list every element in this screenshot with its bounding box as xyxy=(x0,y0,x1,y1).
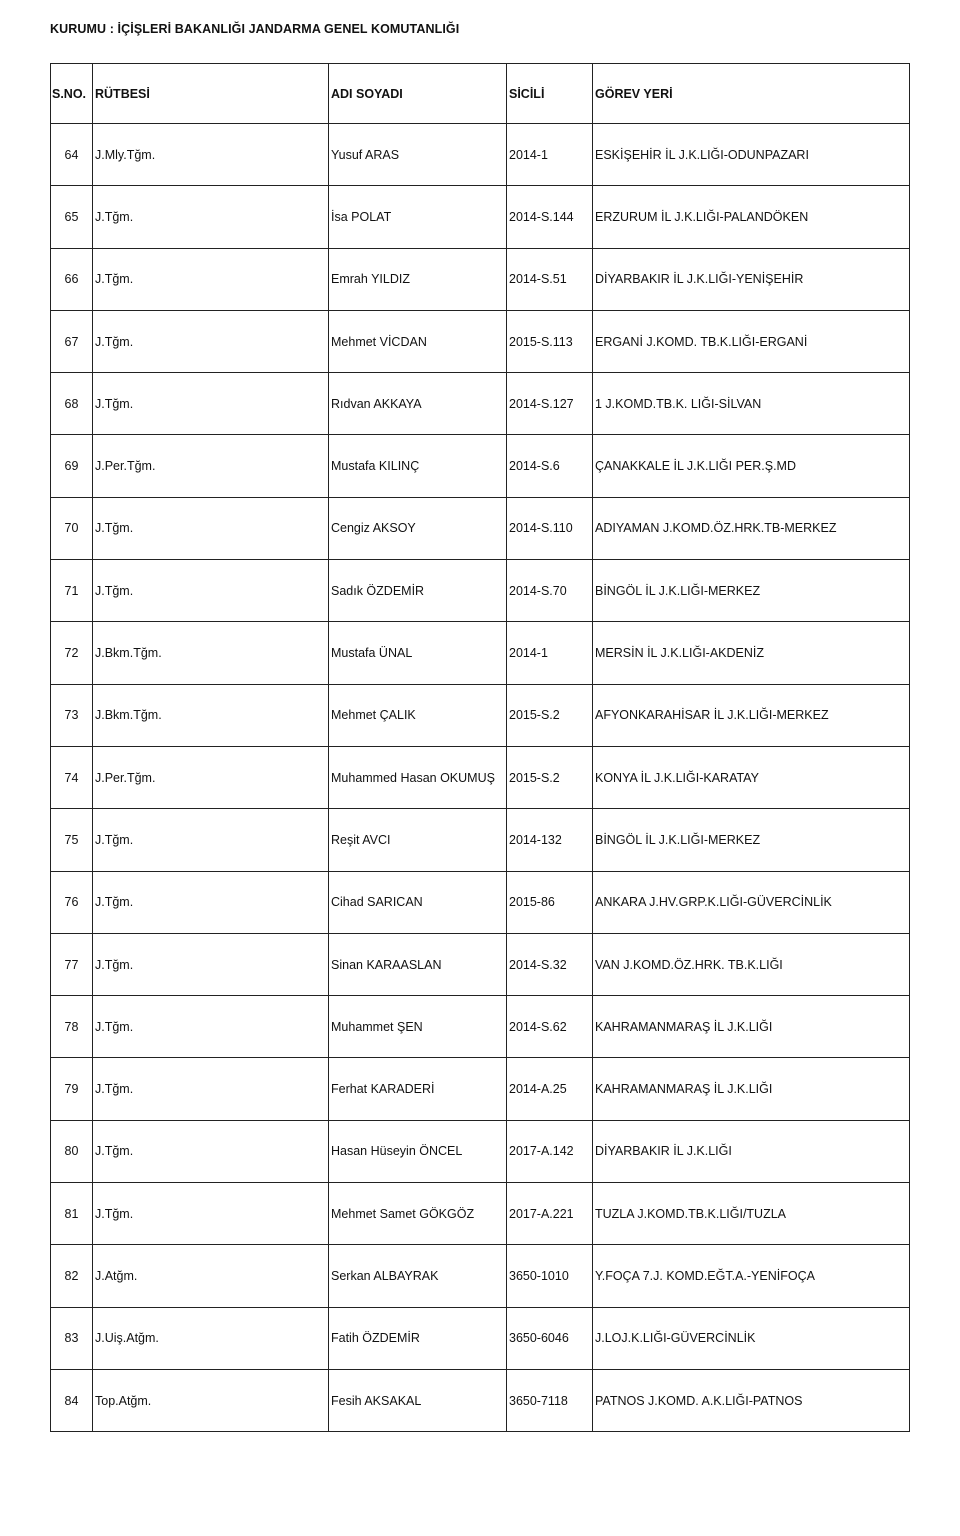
full-name: Emrah YILDIZ xyxy=(329,248,507,310)
table-row xyxy=(51,684,910,746)
column-header-registry: SİCİLİ xyxy=(507,64,593,124)
row-number: 78 xyxy=(51,996,93,1058)
registry-number: 2015-S.2 xyxy=(507,746,593,808)
full-name: İsa POLAT xyxy=(329,186,507,248)
full-name: Reşit AVCI xyxy=(329,809,507,871)
row-number: 68 xyxy=(51,373,93,435)
full-name: Sadık ÖZDEMİR xyxy=(329,560,507,622)
row-number: 69 xyxy=(51,435,93,497)
full-name: Ferhat KARADERİ xyxy=(329,1058,507,1120)
full-name: Sinan KARAASLAN xyxy=(329,933,507,995)
document-header: KURUMU : İÇİŞLERİ BAKANLIĞI JANDARMA GENEL KOMUTANLIĞI xyxy=(50,22,460,36)
registry-number: 2015-S.2 xyxy=(507,684,593,746)
full-name: Mehmet Samet GÖKGÖZ xyxy=(329,1183,507,1245)
registry-number: 2014-1 xyxy=(507,622,593,684)
duty-station: VAN J.KOMD.ÖZ.HRK. TB.K.LIĞI xyxy=(593,933,910,995)
table-row xyxy=(51,871,910,933)
duty-station: KAHRAMANMARAŞ İL J.K.LIĞI xyxy=(593,996,910,1058)
full-name: Hasan Hüseyin ÖNCEL xyxy=(329,1120,507,1182)
registry-number: 2015-86 xyxy=(507,871,593,933)
duty-station: Y.FOÇA 7.J. KOMD.EĞT.A.-YENİFOÇA xyxy=(593,1245,910,1307)
registry-number: 2014-S.127 xyxy=(507,373,593,435)
table-row xyxy=(51,996,910,1058)
duty-station: ERZURUM İL J.K.LIĞI-PALANDÖKEN xyxy=(593,186,910,248)
row-number: 79 xyxy=(51,1058,93,1120)
full-name: Mustafa ÜNAL xyxy=(329,622,507,684)
registry-number: 2014-132 xyxy=(507,809,593,871)
rank: J.Tğm. xyxy=(93,373,329,435)
duty-station: DİYARBAKIR İL J.K.LIĞI xyxy=(593,1120,910,1182)
registry-number: 3650-6046 xyxy=(507,1307,593,1369)
row-number: 80 xyxy=(51,1120,93,1182)
full-name: Cihad SARICAN xyxy=(329,871,507,933)
row-number: 74 xyxy=(51,746,93,808)
row-number: 82 xyxy=(51,1245,93,1307)
duty-station: ÇANAKKALE İL J.K.LIĞI PER.Ş.MD xyxy=(593,435,910,497)
row-number: 84 xyxy=(51,1369,93,1431)
rank: J.Tğm. xyxy=(93,248,329,310)
column-header-no: S.NO. xyxy=(51,64,93,124)
table-row xyxy=(51,746,910,808)
table-body xyxy=(51,124,910,1432)
full-name: Fatih ÖZDEMİR xyxy=(329,1307,507,1369)
row-number: 66 xyxy=(51,248,93,310)
rank: J.Tğm. xyxy=(93,933,329,995)
table-row xyxy=(51,809,910,871)
rank: J.Bkm.Tğm. xyxy=(93,622,329,684)
registry-number: 2014-S.62 xyxy=(507,996,593,1058)
rank: J.Tğm. xyxy=(93,186,329,248)
duty-station: ERGANİ J.KOMD. TB.K.LIĞI-ERGANİ xyxy=(593,310,910,372)
table-row xyxy=(51,310,910,372)
table-row xyxy=(51,1120,910,1182)
duty-station: TUZLA J.KOMD.TB.K.LIĞI/TUZLA xyxy=(593,1183,910,1245)
table-row xyxy=(51,560,910,622)
table-row xyxy=(51,933,910,995)
table-row xyxy=(51,1307,910,1369)
registry-number: 2014-A.25 xyxy=(507,1058,593,1120)
row-number: 70 xyxy=(51,497,93,559)
registry-number: 2015-S.113 xyxy=(507,310,593,372)
full-name: Muhammed Hasan OKUMUŞ xyxy=(329,746,507,808)
table-row xyxy=(51,1245,910,1307)
rank: J.Tğm. xyxy=(93,996,329,1058)
full-name: Mehmet ÇALIK xyxy=(329,684,507,746)
row-number: 73 xyxy=(51,684,93,746)
row-number: 67 xyxy=(51,310,93,372)
column-header-rank: RÜTBESİ xyxy=(93,64,329,124)
registry-number: 3650-7118 xyxy=(507,1369,593,1431)
personnel-table xyxy=(50,63,910,1432)
rank: J.Mly.Tğm. xyxy=(93,124,329,186)
registry-number: 2014-1 xyxy=(507,124,593,186)
rank: J.Tğm. xyxy=(93,871,329,933)
rank: Top.Atğm. xyxy=(93,1369,329,1431)
table-row xyxy=(51,1183,910,1245)
table-row xyxy=(51,1369,910,1431)
rank: J.Per.Tğm. xyxy=(93,746,329,808)
registry-number: 2014-S.32 xyxy=(507,933,593,995)
registry-number: 2014-S.70 xyxy=(507,560,593,622)
rank: J.Tğm. xyxy=(93,809,329,871)
table-row xyxy=(51,435,910,497)
row-number: 75 xyxy=(51,809,93,871)
registry-number: 3650-1010 xyxy=(507,1245,593,1307)
duty-station: BİNGÖL İL J.K.LIĞI-MERKEZ xyxy=(593,809,910,871)
full-name: Mehmet VİCDAN xyxy=(329,310,507,372)
registry-number: 2014-S.110 xyxy=(507,497,593,559)
duty-station: ESKİŞEHİR İL J.K.LIĞI-ODUNPAZARI xyxy=(593,124,910,186)
column-header-duty-station: GÖREV YERİ xyxy=(593,64,910,124)
row-number: 65 xyxy=(51,186,93,248)
rank: J.Tğm. xyxy=(93,1120,329,1182)
rank: J.Per.Tğm. xyxy=(93,435,329,497)
registry-number: 2014-S.51 xyxy=(507,248,593,310)
full-name: Serkan ALBAYRAK xyxy=(329,1245,507,1307)
duty-station: DİYARBAKIR İL J.K.LIĞI-YENİŞEHİR xyxy=(593,248,910,310)
full-name: Muhammet ŞEN xyxy=(329,996,507,1058)
row-number: 72 xyxy=(51,622,93,684)
duty-station: BİNGÖL İL J.K.LIĞI-MERKEZ xyxy=(593,560,910,622)
table-header-row xyxy=(51,64,910,124)
table-row xyxy=(51,186,910,248)
full-name: Rıdvan AKKAYA xyxy=(329,373,507,435)
duty-station: 1 J.KOMD.TB.K. LIĞI-SİLVAN xyxy=(593,373,910,435)
duty-station: KAHRAMANMARAŞ İL J.K.LIĞI xyxy=(593,1058,910,1120)
table-row xyxy=(51,622,910,684)
duty-station: KONYA İL J.K.LIĞI-KARATAY xyxy=(593,746,910,808)
row-number: 77 xyxy=(51,933,93,995)
duty-station: ADIYAMAN J.KOMD.ÖZ.HRK.TB-MERKEZ xyxy=(593,497,910,559)
duty-station: PATNOS J.KOMD. A.K.LIĞI-PATNOS xyxy=(593,1369,910,1431)
table-row xyxy=(51,497,910,559)
table-row xyxy=(51,124,910,186)
registry-number: 2017-A.221 xyxy=(507,1183,593,1245)
rank: J.Bkm.Tğm. xyxy=(93,684,329,746)
table-row xyxy=(51,373,910,435)
registry-number: 2014-S.6 xyxy=(507,435,593,497)
table-row xyxy=(51,1058,910,1120)
row-number: 83 xyxy=(51,1307,93,1369)
row-number: 81 xyxy=(51,1183,93,1245)
full-name: Mustafa KILINÇ xyxy=(329,435,507,497)
row-number: 71 xyxy=(51,560,93,622)
duty-station: ANKARA J.HV.GRP.K.LIĞI-GÜVERCİNLİK xyxy=(593,871,910,933)
rank: J.Tğm. xyxy=(93,1183,329,1245)
registry-number: 2017-A.142 xyxy=(507,1120,593,1182)
table-row xyxy=(51,248,910,310)
rank: J.Tğm. xyxy=(93,560,329,622)
duty-station: MERSİN İL J.K.LIĞI-AKDENİZ xyxy=(593,622,910,684)
rank: J.Tğm. xyxy=(93,1058,329,1120)
row-number: 64 xyxy=(51,124,93,186)
row-number: 76 xyxy=(51,871,93,933)
rank: J.Atğm. xyxy=(93,1245,329,1307)
column-header-name: ADI SOYADI xyxy=(329,64,507,124)
rank: J.Tğm. xyxy=(93,497,329,559)
full-name: Yusuf ARAS xyxy=(329,124,507,186)
registry-number: 2014-S.144 xyxy=(507,186,593,248)
rank: J.Tğm. xyxy=(93,310,329,372)
rank: J.Uiş.Atğm. xyxy=(93,1307,329,1369)
full-name: Fesih AKSAKAL xyxy=(329,1369,507,1431)
duty-station: AFYONKARAHİSAR İL J.K.LIĞI-MERKEZ xyxy=(593,684,910,746)
full-name: Cengiz AKSOY xyxy=(329,497,507,559)
duty-station: J.LOJ.K.LIĞI-GÜVERCİNLİK xyxy=(593,1307,910,1369)
